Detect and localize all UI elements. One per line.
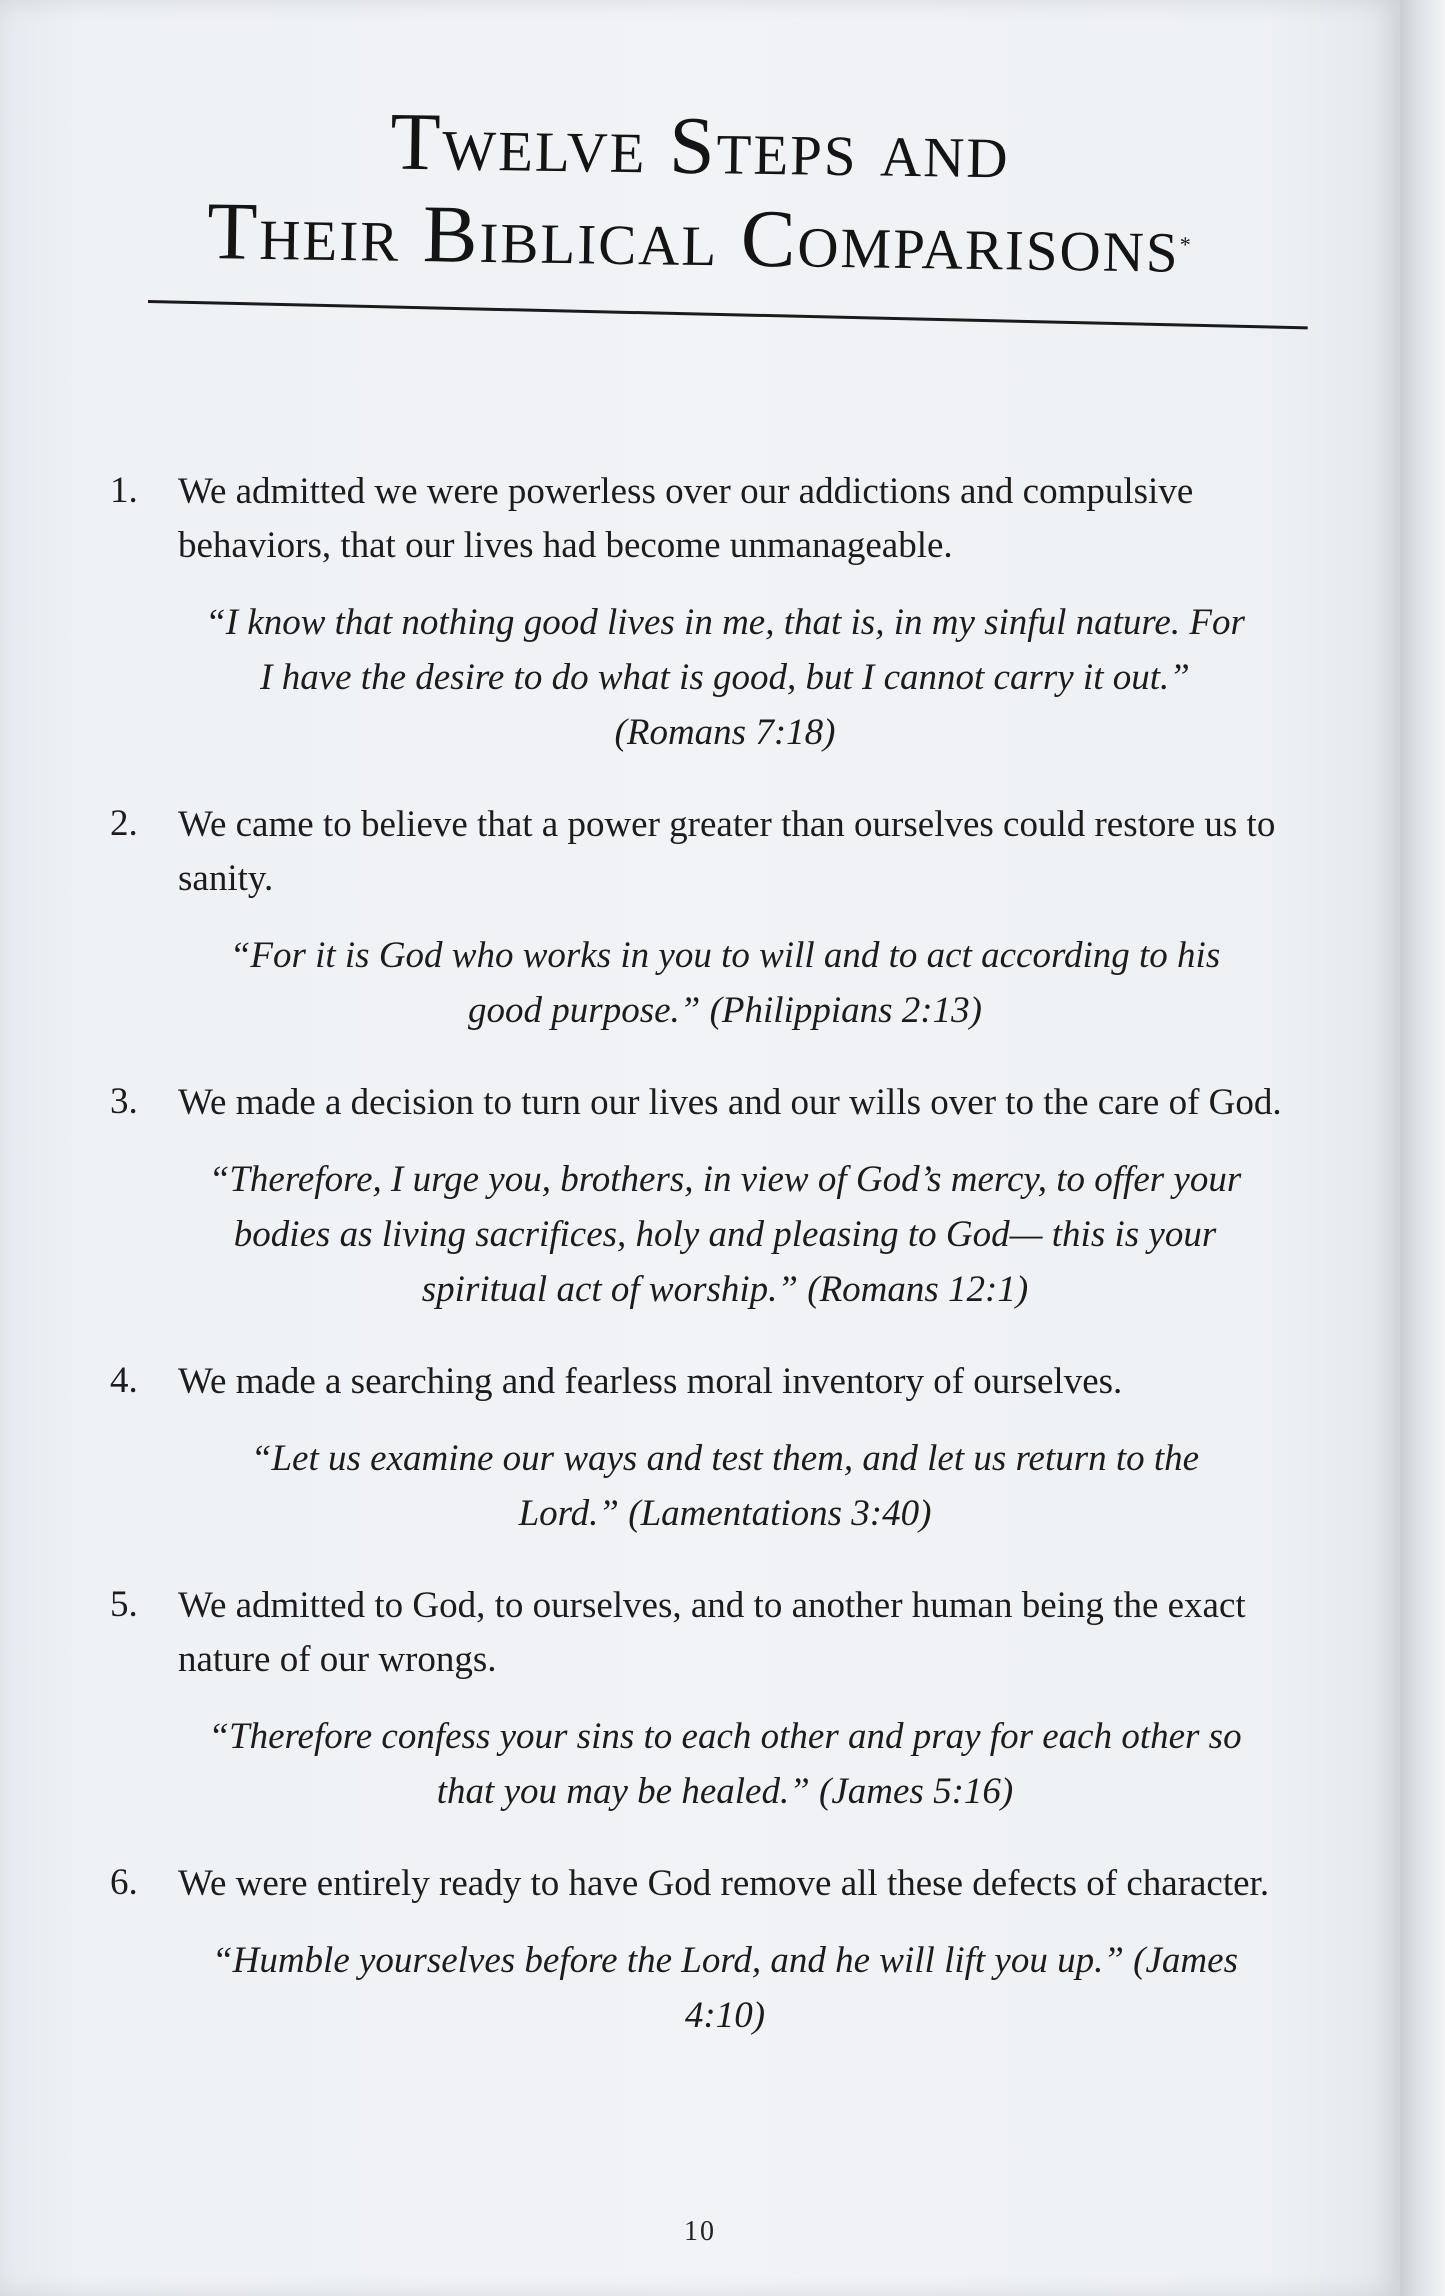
scripture-quote: “For it is God who works in you to will and to act according to his good purpose.” (Philippians 2:13) bbox=[229, 935, 1221, 1031]
scripture-quote: “Therefore, I urge you, brothers, in view of God’s mercy, to offer your bodies as living sacrifices, holy and pleasing to God— this is your spiritual act of worship.” (Romans 12:1) bbox=[208, 1159, 1242, 1310]
step-item-2 bbox=[110, 798, 1340, 1038]
step-number: 2. bbox=[110, 803, 138, 844]
page-number: 10 bbox=[684, 2216, 716, 2247]
scripture-quote: “Let us examine our ways and test them, and let us return to the Lord.” (Lamentations 3:40) bbox=[250, 1438, 1200, 1534]
title-line-2-text: Their Biblical Comparisons bbox=[206, 185, 1181, 290]
step-text: We made a searching and fearless moral inventory of ourselves. bbox=[178, 1361, 1123, 1402]
title-underline bbox=[148, 300, 1308, 329]
step-text: We were entirely ready to have God remove all these defects of character. bbox=[178, 1863, 1270, 1904]
title-line-2 bbox=[0, 182, 1401, 294]
step-text: We came to believe that a power greater than ourselves could restore us to sanity. bbox=[178, 804, 1276, 899]
page-edge bbox=[1400, 0, 1445, 2296]
scripture-quote: “Therefore confess your sins to each other and pray for each other so that you may be healed.” (James 5:16) bbox=[208, 1716, 1242, 1812]
step-text: We admitted to God, to ourselves, and to another human being the exact nature of our wrongs. bbox=[178, 1585, 1246, 1680]
title-footnote-mark: * bbox=[1179, 231, 1193, 257]
step-item-6 bbox=[110, 1857, 1340, 2043]
step-number: 4. bbox=[110, 1360, 138, 1401]
scripture-quote: “Humble yourselves before the Lord, and he will lift you up.” (James 4:10) bbox=[212, 1940, 1238, 2036]
step-item-4 bbox=[110, 1355, 1340, 1541]
step-number: 3. bbox=[110, 1081, 138, 1122]
step-number: 6. bbox=[110, 1862, 138, 1903]
scripture-quote: “I know that nothing good lives in me, that is, in my sinful nature. For I have the desire to do what is good, but I cannot carry it out.” (Romans 7:18) bbox=[205, 602, 1245, 753]
step-item-1 bbox=[110, 465, 1340, 760]
step-item-5 bbox=[110, 1579, 1340, 1819]
steps-list bbox=[110, 465, 1340, 2081]
step-text: We admitted we were powerless over our addictions and compulsive behaviors, that our lives had become unmanageable. bbox=[178, 471, 1194, 566]
page-title bbox=[0, 95, 1400, 290]
title-line-1: Twelve Steps and bbox=[389, 95, 1011, 196]
step-number: 1. bbox=[110, 470, 138, 511]
step-item-3 bbox=[110, 1076, 1340, 1317]
step-number: 5. bbox=[110, 1584, 138, 1625]
step-text: We made a decision to turn our lives and our wills over to the care of God. bbox=[178, 1082, 1282, 1123]
